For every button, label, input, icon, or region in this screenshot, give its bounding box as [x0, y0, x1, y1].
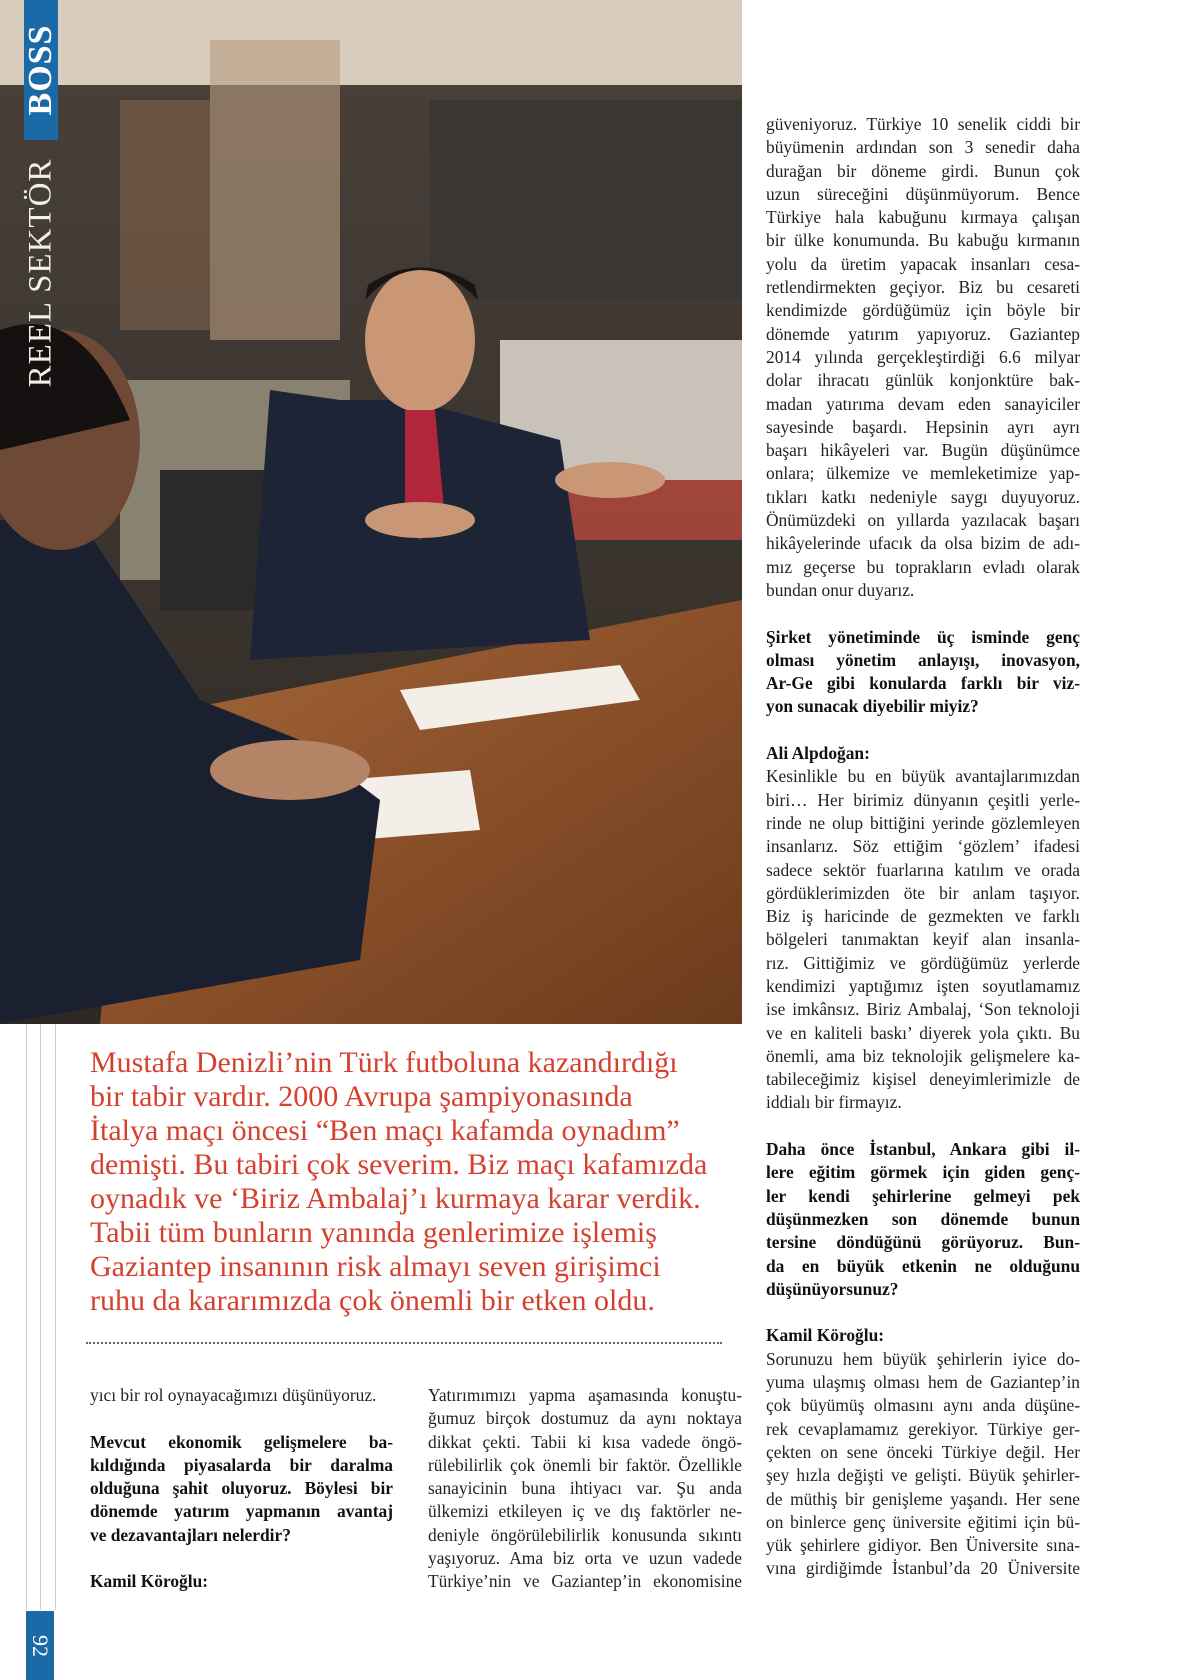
text-line: on binlerce genç üniversite eğitimi için bü-: [766, 1511, 1080, 1532]
text-line: uzun süreceğini düşünmüyorum. Bence: [766, 183, 1080, 204]
text-line: yıcı bir rol oynayacağımızı düşünüyoruz.: [90, 1385, 377, 1405]
text-line: de müthiş bir genişleme yaşandı. Her sene: [766, 1488, 1080, 1509]
speaker-name: [90, 1570, 393, 1593]
text-line: Kamil Köroğlu:: [90, 1571, 209, 1592]
speaker-name: [766, 742, 1080, 765]
text-line: ise imkânsız. Biriz Ambalaj, ‘Son teknoloji: [766, 999, 1080, 1020]
text-line: ğumuz birçok dostumuz da aynı noktaya: [428, 1408, 742, 1429]
section-label: [24, 145, 58, 400]
text-line: Önümüzdeki on yıllarda yazılacak başarı: [766, 510, 1080, 531]
text-line: güveniyoruz. Türkiye 10 senelik ciddi bir: [766, 114, 1080, 134]
text-line: iddialı bir firmayız.: [766, 1092, 902, 1113]
text-line: da en büyük etkenin ne olduğunu: [766, 1255, 1080, 1276]
paragraph: [428, 1384, 742, 1594]
page-number: 92: [28, 1635, 53, 1657]
text-line: Ali Alpdoğan:: [766, 743, 870, 764]
text-line: yaşıyoruz. Ama biz orta ve uzun vadede: [428, 1548, 742, 1569]
brand-logo: [24, 0, 58, 140]
text-line: yuma ulaşmış olması hem de Gaziantep’in: [766, 1372, 1080, 1393]
pull-quote-line: ruhu da kararımızda çok önemli bir etken oldu.: [90, 1284, 655, 1317]
pull-quote-line: Gaziantep insanının risk almayı seven girişimci: [90, 1250, 661, 1283]
text-line: sayesinde başardı. Hepsinin ayrı ayrı: [766, 416, 1080, 437]
text-line: Mevcut ekonomik gelişmelere ba-: [90, 1431, 393, 1452]
paragraph: [766, 765, 1080, 1114]
text-line: kendimizde gördüğümüz için böyle bir: [766, 300, 1080, 321]
interview-question: [766, 1138, 1080, 1301]
text-line: kıldığında piyasalarda bir daralma: [90, 1454, 393, 1475]
article-column-right: [766, 113, 1080, 1581]
text-line: büyümenin ardından son 3 senedir daha: [766, 137, 1080, 158]
text-line: Ar-Ge gibi konularda farklı bir viz-: [766, 673, 1080, 694]
paragraph: [90, 1384, 393, 1407]
text-line: düşünmezken son dönemde bunun: [766, 1208, 1080, 1229]
text-line: retlendirmekten geçiyor. Biz bu cesareti: [766, 277, 1080, 298]
text-line: deniyle öngörülebilirlik konusunda sıkıntı: [428, 1524, 742, 1545]
text-line: onlara; ülkemize ve memleketimize yap-: [766, 463, 1080, 484]
text-line: rinde ne olup bittiğini yerinde gözlemleyen: [766, 812, 1080, 833]
paragraph: [766, 113, 1080, 602]
text-line: dolar ihracatı günlük konjonktüre bak-: [766, 370, 1080, 391]
text-line: biri… Her birimiz dünyanın çeşitli yerle-: [766, 789, 1080, 810]
text-line: ülkemizi etkileyen iç ve dış faktörler ne-: [428, 1501, 742, 1522]
section-name: REEL SEKTÖR: [22, 158, 59, 387]
text-line: şey hızla değişti ve gelişti. Büyük şehirler-: [766, 1465, 1080, 1486]
brand-name: BOSS: [22, 24, 59, 116]
text-line: rız. Gittiğimiz ve gördüğümüz yerlerde: [766, 952, 1080, 973]
article-column-bottom-middle: [428, 1384, 742, 1594]
text-line: Yatırımımızı yapma aşamasında konuştu-: [428, 1385, 742, 1405]
text-line: çekten on sene önceki Türkiye değil. Her: [766, 1441, 1080, 1462]
text-line: rülebilirlik çok önemli bir faktör. Özellikle: [428, 1454, 742, 1475]
text-line: sanayicinin buna ihtiyacı var. Şu anda: [428, 1478, 742, 1499]
margin-rules: [26, 1024, 56, 1610]
speaker-name: [766, 1324, 1080, 1347]
text-line: rek cevaplamamız gerekiyor. Türkiye ger-: [766, 1418, 1080, 1439]
text-line: dönemde yatırım yapıyoruz. Gaziantep: [766, 323, 1080, 344]
text-line: yon sunacak diyebilir miyiz?: [766, 696, 979, 717]
text-line: olduğuna şahit oluyoruz. Böylesi bir: [90, 1478, 393, 1499]
text-line: Daha önce İstanbul, Ankara gibi il-: [766, 1139, 1080, 1160]
text-line: 2014 yılında gerçekleştirdiği 6.6 milyar: [766, 346, 1080, 367]
text-line: Biz iş haricinde de gezmekten ve farklı: [766, 906, 1080, 927]
text-line: düşünüyorsunuz?: [766, 1278, 899, 1299]
text-line: lere eğitim görmek için giden genç-: [766, 1162, 1080, 1183]
text-line: tersine döndüğünü görüyoruz. Bun-: [766, 1232, 1080, 1253]
text-line: mız geçerse bu toprakların evladı olarak: [766, 556, 1080, 577]
text-line: ler kendi şehirlerine gelmeyi pek: [766, 1185, 1080, 1206]
text-line: Şirket yönetiminde üç isminde genç: [766, 626, 1080, 647]
text-line: kendimizi yaptığımız işten soyutlamamız: [766, 975, 1080, 996]
pull-quote: [90, 1046, 742, 1318]
text-line: dönemde yatırım yapmanın avantaj: [90, 1501, 393, 1522]
text-line: insanlarız. Söz ettiğim ‘gözlem’ ifadesi: [766, 836, 1080, 857]
page-number-tab: [26, 1611, 54, 1680]
pull-quote-line: oynadık ve ‘Biriz Ambalaj’ı kurmaya karar verdik.: [90, 1182, 701, 1215]
text-line: ve dezavantajları nelerdir?: [90, 1524, 291, 1545]
text-line: sadece sektör fuarlarına katılım ve orada: [766, 859, 1080, 880]
text-line: başarı hikâyeleri var. Bugün düşünümce: [766, 440, 1080, 461]
interview-question: [766, 626, 1080, 719]
text-line: dikkat çekti. Tabii ki kısa vadede öngö-: [428, 1431, 742, 1452]
text-line: bölgeleri tanımaktan keyif alan insanla-: [766, 929, 1080, 950]
interview-photo: [0, 0, 742, 1024]
pull-quote-line: demişti. Bu tabiri çok severim. Biz maçı kafamızda: [90, 1148, 708, 1181]
dotted-divider: [86, 1342, 722, 1344]
interview-question: [90, 1431, 393, 1547]
article-column-bottom-left: [90, 1384, 393, 1594]
paragraph: [766, 1348, 1080, 1581]
text-line: tabileceğimiz kişisel deneyimlerimizle de: [766, 1069, 1080, 1090]
text-line: Türkiye hala kabuğunu kırmaya çalışan: [766, 207, 1080, 228]
text-line: durağan bir döneme girdi. Bunun çok: [766, 160, 1080, 181]
text-line: gördüklerimizden öte bir anlam taşıyor.: [766, 882, 1080, 903]
text-line: Kamil Köroğlu:: [766, 1325, 885, 1346]
text-line: olması yönetim anlayışı, inovasyon,: [766, 649, 1080, 670]
pull-quote-line: bir tabir vardır. 2000 Avrupa şampiyonasında: [90, 1080, 633, 1113]
text-line: yük şehirlere gidiyor. Ben Üniversite sına-: [766, 1535, 1080, 1556]
text-line: önemli, ama biz teknolojik gelişmelere ka-: [766, 1045, 1080, 1066]
pull-quote-line: Tabii tüm bunların yanında genlerimize işlemiş: [90, 1216, 657, 1249]
text-line: çok büyümüş olmasını aynı anda düşüne-: [766, 1395, 1080, 1416]
text-line: madan yatırıma devam eden sanayiciler: [766, 393, 1080, 414]
text-line: tıkları katkı nedeniyle saygı duyuyoruz.: [766, 486, 1080, 507]
text-line: yolu da üretim yapacak insanları cesa-: [766, 253, 1080, 274]
pull-quote-line: Mustafa Denizli’nin Türk futboluna kazandırdığı: [90, 1046, 678, 1079]
text-line: Türkiye’nin ve Gaziantep’in ekonomisine: [428, 1571, 742, 1592]
text-line: ve en kaliteli baskı’ diyerek yola çıktı. Bu: [766, 1022, 1080, 1043]
text-line: bundan onur duyarız.: [766, 579, 915, 600]
text-line: bir ülke konumunda. Bu kabuğu kırmanın: [766, 230, 1080, 251]
text-line: Sorunuzu hem büyük şehirlerin iyice do-: [766, 1348, 1080, 1369]
text-line: vına girdiğimde İstanbul’da 20 Üniversite: [766, 1558, 1080, 1579]
pull-quote-line: İtalya maçı öncesi “Ben maçı kafamda oynadım”: [90, 1114, 680, 1147]
text-line: Kesinlikle bu en büyük avantajlarımızdan: [766, 766, 1080, 787]
text-line: hikâyelerinde ufacık da olsa bizim de adı-: [766, 533, 1080, 554]
